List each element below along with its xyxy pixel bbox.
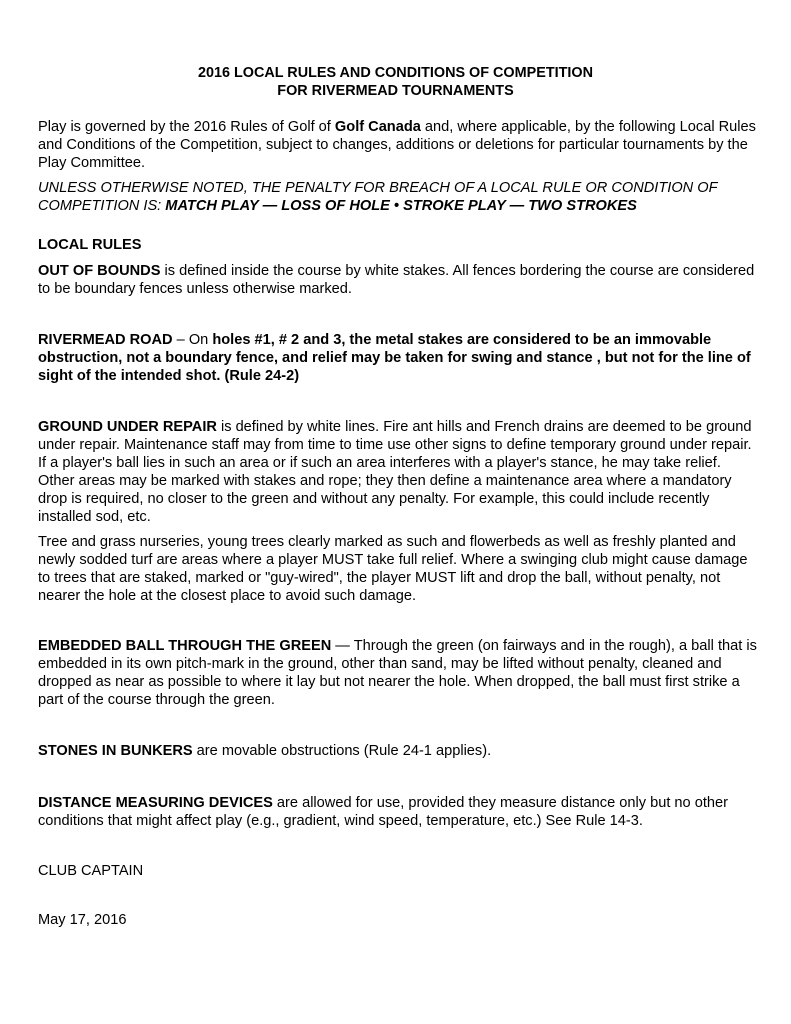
distance-devices-heading: DISTANCE MEASURING DEVICES xyxy=(38,795,273,811)
intro-paragraph xyxy=(38,118,758,172)
out-of-bounds-heading: OUT OF BOUNDS xyxy=(38,263,161,279)
document-date: May 17, 2016 xyxy=(38,912,127,928)
embedded-ball-paragraph xyxy=(38,637,758,709)
rivermead-road-heading: RIVERMEAD ROAD xyxy=(38,332,173,348)
embedded-ball-heading: EMBEDDED BALL THROUGH THE GREEN xyxy=(38,638,332,654)
ground-under-repair-heading: GROUND UNDER REPAIR xyxy=(38,419,217,435)
signature-line: CLUB CAPTAIN xyxy=(38,863,144,879)
penalty-bold: MATCH PLAY — LOSS OF HOLE • STROKE PLAY — TWO STROKES xyxy=(165,198,637,214)
penalty-text: UNLESS OTHERWISE NOTED, THE PENALTY FOR BREACH OF A LOCAL RULE OR CONDITION OF COMPETITION IS: xyxy=(38,180,718,214)
stones-in-bunkers-paragraph xyxy=(38,742,758,760)
local-rules-heading: LOCAL RULES xyxy=(38,237,142,253)
stones-in-bunkers-text: are movable obstructions (Rule 24-1 applies). xyxy=(192,743,492,759)
rivermead-road-dash: – On xyxy=(172,332,213,348)
distance-devices-paragraph xyxy=(38,794,758,830)
stones-in-bunkers-heading: STONES IN BUNKERS xyxy=(38,743,193,759)
rivermead-road-text: holes #1, # 2 and 3, the metal stakes are considered to be an immovable obstruction, not a boundary fence, and relief may be taken for swing and stance , but not for the line of sight of the intended shot. (Rule 24-2) xyxy=(38,332,751,384)
rivermead-road-paragraph xyxy=(38,331,758,385)
embedded-ball-text: — Through the green (on fairways and in the rough), a ball that is embedded in its own pitch-mark in the ground, other than sand, may be lifted without penalty, cleaned and dropped as near as possible to where it lay but not nearer the hole. When dropped, the ball must first strike a part of the course through the green. xyxy=(38,638,757,708)
tree-nurseries-paragraph: Tree and grass nurseries, young trees clearly marked as such and flowerbeds as well as freshly planted and newly sodded turf are areas where a player MUST take full relief. Where a swinging club might cause damage to trees that are staked, marked or "guy-wired", the player MUST lift and drop the ball, without penalty, not nearer the hole at the closest place to avoid such damage. xyxy=(38,534,748,604)
document-title-line-1: 2016 LOCAL RULES AND CONDITIONS OF COMPETITION xyxy=(198,65,593,81)
ground-under-repair-paragraph xyxy=(38,418,758,526)
penalty-paragraph xyxy=(38,179,758,215)
distance-devices-text: are allowed for use, provided they measure distance only but no other conditions that might affect play (e.g., gradient, wind speed, temperature, etc.) See Rule 14-3. xyxy=(38,795,728,829)
intro-text-end: and, where applicable, by the following Local Rules and Conditions of the Competition, subject to changes, additions or deletions for particular tournaments by the Play Committee. xyxy=(38,119,756,171)
out-of-bounds-paragraph xyxy=(38,262,758,298)
out-of-bounds-text: is defined inside the course by white stakes. All fences bordering the course are considered to be boundary fences unless otherwise marked. xyxy=(38,263,755,297)
intro-golf-canada: Golf Canada xyxy=(334,119,421,135)
intro-text-start: Play is governed by the 2016 Rules of Golf of xyxy=(38,119,335,135)
document-title-line-2: FOR RIVERMEAD TOURNAMENTS xyxy=(277,83,514,99)
ground-under-repair-text: is defined by white lines. Fire ant hills and French drains are deemed to be ground under repair. Maintenance staff may from time to time use other signs to define temporary ground under repair. If a player's ball lies in such an area or if such an area interferes with a player's stance, he may take relief. Other areas may be marked with stakes and rope; they then define a maintenance area where a mandatory drop is required, no closer to the green and without any penalty. For example, this could include recently installed sod, etc. xyxy=(38,419,752,525)
